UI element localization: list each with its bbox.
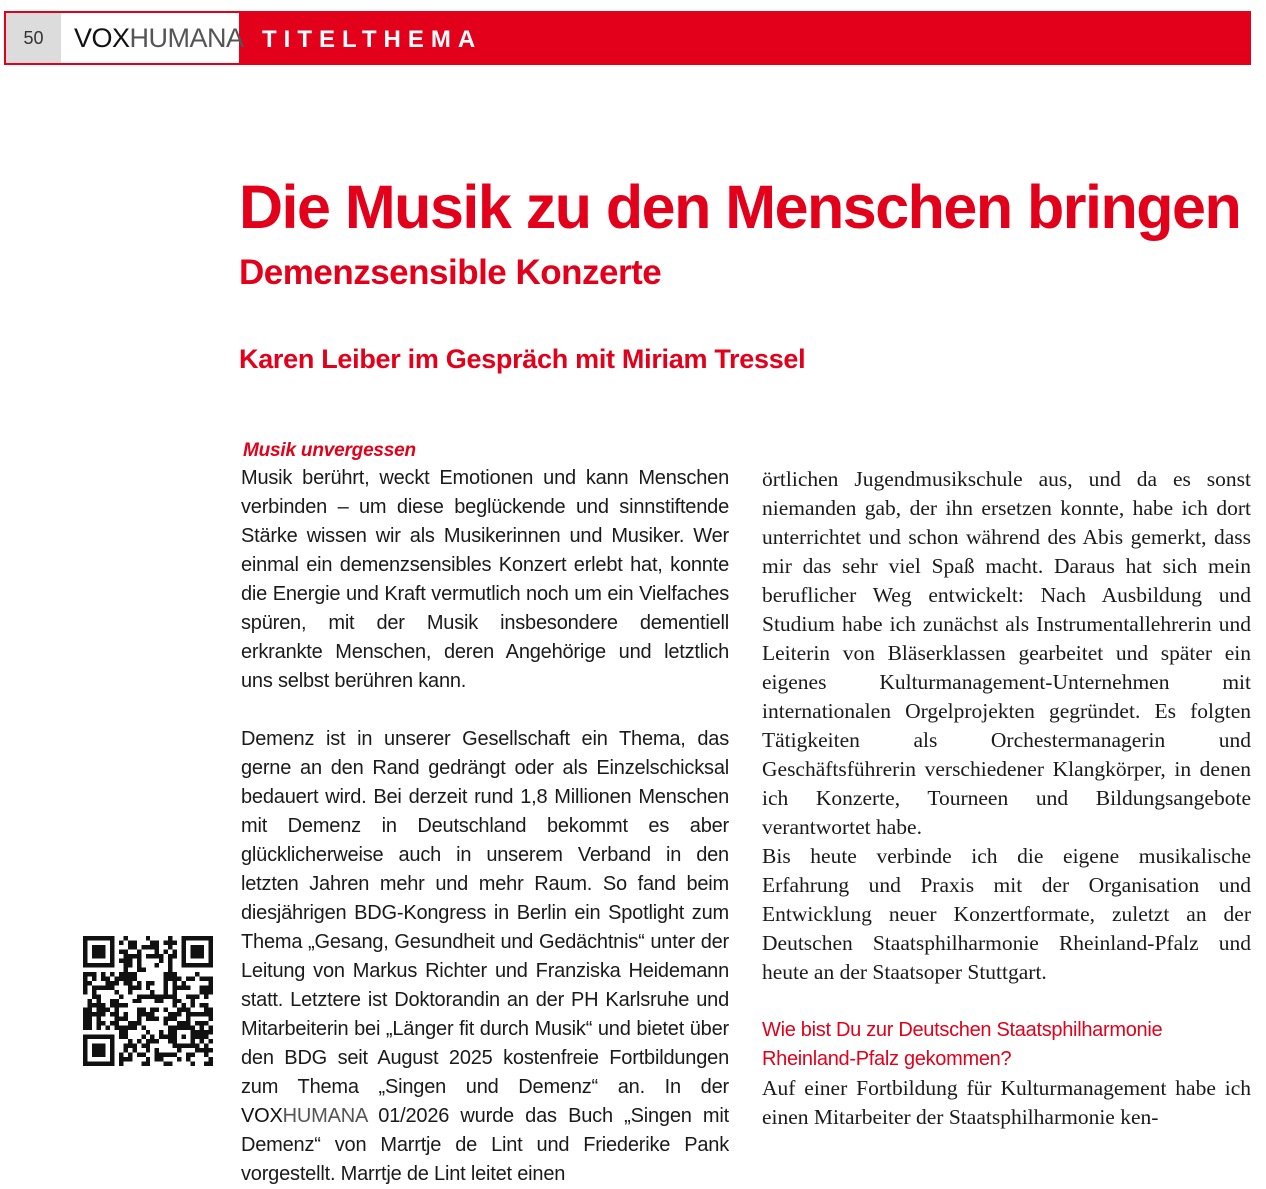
paragraph-answer: Auf einer Fortbildung für Kulturmanagement habe ich einen Mitarbeiter der Staatsphilharmonie ken-: [762, 1076, 1251, 1129]
logo-vox: VOX: [74, 23, 130, 53]
inline-logo-humana: HUMANA: [282, 1105, 368, 1127]
article-subtitle: Demenzsensible Konzerte: [239, 253, 662, 292]
left-column: [241, 438, 729, 1189]
inline-logo-vox: VOX: [241, 1105, 283, 1127]
section-subheading: Musik unvergessen: [243, 440, 416, 461]
logo-humana: HUMANA: [129, 23, 244, 53]
paragraph-career: örtlichen Jugendmusikschule aus, und da es sonst niemanden gab, der ihn ersetzen konnte, habe ich dort unterrichtet und schon während des Abis gemerkt, dass mir das sehr viel Spaß macht. Daraus hat sich mein beruflicher Weg entwickelt: Nach Ausbildung und Studium habe ich zunächst als Instrumentallehrerin und Leiterin von Bläserklassen gearbeitet und später ein eigenes Kulturmanagement-Unternehmen mit internationalen Orgelprojekten gegründet. Es folgten Tätigkeiten als Orchestermanagerin und Geschäftsführerin verschiedener Klangkörper, in denen ich Konzerte, Tourneen und Bildungsangebote verantwortet habe.: [762, 467, 1251, 839]
paragraph-intro: Musik berührt, weckt Emotionen und kann Menschen verbinden – um diese beglückende und sinnstiftende Stärke wissen wir als Musikerinnen und Musiker. Wer einmal ein demenzsensibles Konzert erlebt hat, konnte die Energie und Kraft vermutlich noch um ein Vielfaches spüren, mit der Musik insbesondere dementiell erkrankte Menschen, deren Angehörige und letztlich uns selbst berühren kann.: [241, 467, 729, 692]
page-number: 50: [6, 13, 61, 63]
paragraph-today: Bis heute verbinde ich die eigene musikalische Erfahrung und Praxis mit der Organisation und Entwicklung neuer Konzertformate, zuletzt an der Deutschen Staatsphilharmonie Rheinland-Pfalz und heute an der Staatsoper Stuttgart.: [762, 844, 1251, 984]
article-title: Die Musik zu den Menschen bringen: [239, 173, 1241, 241]
paragraph-dementia-text: Demenz ist in unserer Gesellschaft ein Thema, das gerne an den Rand gedrängt oder als Einzelschicksal bedauert wird. Bei derzeit rund 1,8 Millionen Menschen mit Demenz in Deutschland bekommt es aber glücklicherweise auch in unserem Verband in den letzten Jahren mehr und mehr Raum. So fand beim diesjährigen BDG-Kongress in Berlin ein Spotlight zum Thema „Gesang, Gesundheit und Gedächtnis“ unter der Leitung von Markus Richter und Franziska Heidemann statt. Letztere ist Doktorandin an der PH Karlsruhe und Mitarbeiterin bei „Länger fit durch Musik“ und bietet über den BDG seit August 2025 kostenfreie Fortbildungen zum Thema „Singen und Demenz“ an. In der: [241, 728, 729, 1098]
magazine-logo: [74, 23, 244, 53]
article-byline: Karen Leiber im Gespräch mit Miriam Tressel: [239, 344, 806, 374]
inline-magazine-logo: [241, 1105, 367, 1127]
paragraph-dementia: [241, 725, 729, 1189]
section-label: TITELTHEMA: [262, 26, 483, 53]
right-column: [762, 465, 1251, 1132]
page-number-box: [4, 11, 244, 65]
paragraph-dementia-text-cont: 01/2026 wurde das Buch „Singen mit Demenz“ von Marrtje de Lint und Friederike Pank vorgestellt. Marrtje de Lint leitet einen: [241, 1105, 729, 1185]
qr-code-icon[interactable]: [83, 936, 213, 1066]
interview-question: Wie bist Du zur Deutschen Staatsphilharmonie Rheinland-Pfalz gekommen?: [762, 1019, 1163, 1070]
